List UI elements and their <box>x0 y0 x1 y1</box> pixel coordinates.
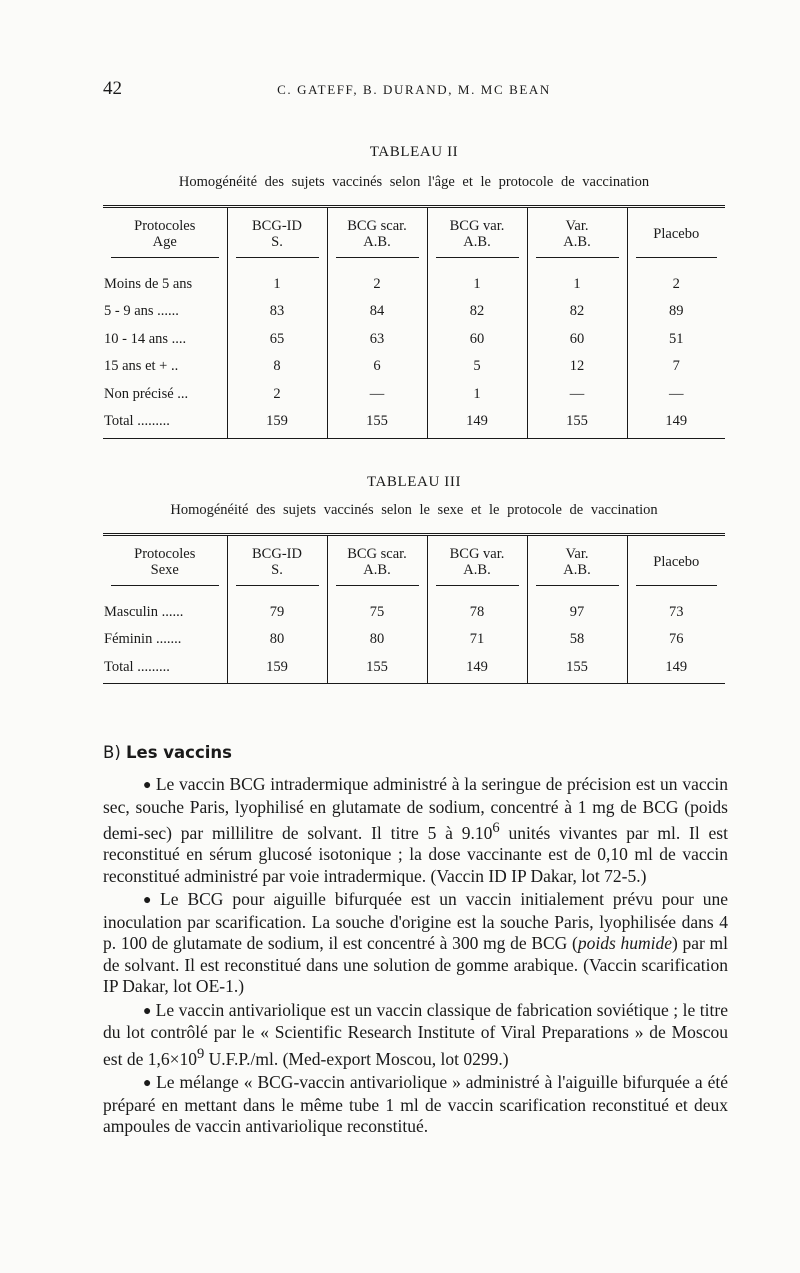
header-rule <box>436 585 519 586</box>
bullet-icon: ● <box>143 1003 152 1019</box>
superscript: 6 <box>492 820 500 836</box>
header-rule <box>636 585 718 586</box>
table-cell: 155 <box>527 654 627 684</box>
table-cell: — <box>527 381 627 409</box>
table-cell: 60 <box>427 326 527 354</box>
column-header-line1: Var. <box>565 218 589 234</box>
row-label: Total ......... <box>104 658 170 675</box>
table2-header-protocoles <box>103 207 227 261</box>
paragraph-text: U.F.P./ml. (Med-export Moscou, lot 0299.) <box>204 1048 509 1069</box>
table-cell: 7 <box>627 353 725 381</box>
table3-sex-distribution <box>103 533 725 684</box>
column-header-line1: BCG scar. <box>347 546 407 562</box>
bullet-icon: ● <box>143 893 157 909</box>
table-cell: 155 <box>527 408 627 438</box>
paragraph-text: ) par ml de solvant. Il est reconstitué dans une solution de gomme arabique. (Vaccin scarification IP Dakar, lot OE-1.) <box>103 933 728 997</box>
table3-title: TABLEAU III <box>366 474 462 490</box>
table-cell: 155 <box>327 654 427 684</box>
paragraph-text: Le vaccin antivariolique est un vaccin classique de fabrication soviétique ; le titre du lot contrôlé par le « Scientific Research Institute of Viral Preparations » de Moscou est de 1,6×10 <box>103 999 728 1069</box>
table-cell: 1 <box>427 381 527 409</box>
table3-header-bcg-var <box>427 535 527 589</box>
paragraph-bcg-intradermal <box>103 774 728 887</box>
row-label: 5 - 9 ans ...... <box>104 303 179 320</box>
table2-age-distribution <box>103 205 725 439</box>
table-cell: 60 <box>527 326 627 354</box>
row-label: 15 ans et + .. <box>104 358 179 375</box>
column-header-line1: Placebo <box>653 226 700 242</box>
header-label-line2: Sexe <box>150 562 179 578</box>
table-cell: 51 <box>627 326 725 354</box>
table-cell: 159 <box>227 654 327 684</box>
table-cell: 1 <box>427 260 527 298</box>
running-head-authors: C. GATEFF, B. DURAND, M. MC BEAN <box>277 82 551 97</box>
table3-header-bcg-id <box>227 535 327 589</box>
table2-header-placebo <box>627 207 725 261</box>
table-cell: 78 <box>427 588 527 626</box>
column-header-line1: Var. <box>565 546 589 562</box>
superscript: 9 <box>196 1045 205 1062</box>
table2-header-bcg-var <box>427 207 527 261</box>
header-rule <box>336 257 419 258</box>
row-label: Féminin ....... <box>104 631 182 648</box>
row-label: Masculin ...... <box>104 603 184 620</box>
table-row <box>103 260 725 298</box>
header-rule <box>236 257 319 258</box>
table-row-total <box>103 408 725 438</box>
table-cell: 76 <box>627 626 725 654</box>
table-cell: 2 <box>327 260 427 298</box>
header-rule <box>636 257 718 258</box>
table2-title: TABLEAU II <box>369 144 459 160</box>
bullet-icon: ● <box>143 1076 153 1092</box>
column-header-line2: A.B. <box>363 562 391 578</box>
table-cell: 79 <box>227 588 327 626</box>
table-row <box>103 353 725 381</box>
table-cell: 149 <box>627 408 725 438</box>
row-label: 10 - 14 ans .... <box>104 330 187 347</box>
table-cell: 82 <box>527 298 627 326</box>
header-rule <box>536 585 619 586</box>
table-cell: 2 <box>227 381 327 409</box>
body-text <box>103 774 728 1140</box>
table3-header-row <box>103 535 725 589</box>
table3-header-protocoles <box>103 535 227 589</box>
table-cell: 73 <box>627 588 725 626</box>
table-row <box>103 381 725 409</box>
column-header-line1: Placebo <box>653 554 700 570</box>
column-header-line2: A.B. <box>363 234 391 250</box>
bullet-icon: ● <box>143 778 152 793</box>
table-cell: — <box>627 381 725 409</box>
table-cell: 89 <box>627 298 725 326</box>
table-cell: 80 <box>227 626 327 654</box>
column-header-line2: A.B. <box>463 562 491 578</box>
table-row <box>103 298 725 326</box>
table3-header-placebo <box>627 535 725 589</box>
table-bottom-rule <box>103 438 725 439</box>
paragraph-mixture <box>103 1072 728 1138</box>
header-label-line2: Age <box>152 234 177 250</box>
paragraph-text: Le vaccin BCG intradermique administré à la seringue de précision est un vaccin sec, souche Paris, lyophilisé en glutamate de sodium, concentré à 1 mg de BCG (poids demi-sec) par millilitre de solvant. Il titre 5 à 9.10 <box>103 774 728 843</box>
column-header-line2: A.B. <box>563 562 591 578</box>
table2-header-row <box>103 207 725 261</box>
column-header-line1: BCG-ID <box>252 218 302 234</box>
page-number: 42 <box>103 78 122 99</box>
header-rule <box>536 257 619 258</box>
table-cell: 65 <box>227 326 327 354</box>
column-header-line2: S. <box>271 234 283 250</box>
italic-text: poids humide <box>577 933 672 954</box>
table-cell: 82 <box>427 298 527 326</box>
row-label: Moins de 5 ans <box>104 275 193 292</box>
column-header-line1: BCG var. <box>449 546 505 562</box>
table-cell: 2 <box>627 260 725 298</box>
table-cell: 63 <box>327 326 427 354</box>
paragraph-text: Le mélange « BCG-vaccin antivariolique » administré à l'aiguille bifurquée a été préparé en mettant dans le même tube 1 ml de vaccin scarification reconstitué et deux ampoules de vaccin antivariolique reconstitué. <box>103 1072 728 1137</box>
table-cell: 155 <box>327 408 427 438</box>
table3-header-bcg-scar <box>327 535 427 589</box>
table3-caption: Homogénéité des sujets vaccinés selon le sexe et le protocole de vaccination <box>170 502 658 518</box>
row-label: Non précisé ... <box>104 385 189 402</box>
table-row <box>103 626 725 654</box>
column-header-line2: S. <box>271 562 283 578</box>
table-bottom-rule <box>103 684 725 685</box>
paragraph-smallpox-vaccine <box>103 1000 728 1070</box>
table-cell: 159 <box>227 408 327 438</box>
table-cell: 8 <box>227 353 327 381</box>
table-row <box>103 588 725 626</box>
table2-caption: Homogénéité des sujets vaccinés selon l'âge et le protocole de vaccination <box>178 174 650 190</box>
header-rule <box>236 585 319 586</box>
table-cell: 149 <box>627 654 725 684</box>
table-cell: 5 <box>427 353 527 381</box>
page-header <box>103 78 725 102</box>
header-rule <box>111 585 219 586</box>
paragraph-text: Le BCG pour aiguille bifurquée est un vaccin initialement prévu pour une inoculation par scarification. La souche d'origine est la souche Paris, lyophilisée dans 4 p. 100 de glutamate de sodium, il est concentré à 300 mg de BCG ( <box>103 889 728 954</box>
table3-header-var <box>527 535 627 589</box>
header-rule <box>111 257 219 258</box>
paragraph-bcg-bifurcated <box>103 889 728 998</box>
table2-header-bcg-scar <box>327 207 427 261</box>
table-cell: 80 <box>327 626 427 654</box>
table-cell: 84 <box>327 298 427 326</box>
table-cell: 149 <box>427 654 527 684</box>
paragraph-text: unités vivantes par ml. Il est reconstitué en sérum glucosé isotonique ; la dose vaccinante est de 0,10 ml de vaccin reconstitué administré par voie intradermique. (Vaccin ID IP Dakar, lot 72-5.) <box>103 822 728 886</box>
table-row-total <box>103 654 725 684</box>
column-header-line2: A.B. <box>563 234 591 250</box>
column-header-line1: BCG-ID <box>252 546 302 562</box>
header-label-line1: Protocoles <box>134 218 196 234</box>
column-header-line2: A.B. <box>463 234 491 250</box>
table2-header-var <box>527 207 627 261</box>
table-cell: 58 <box>527 626 627 654</box>
header-label-line1: Protocoles <box>134 546 196 562</box>
section-heading <box>103 743 232 762</box>
table-cell: 12 <box>527 353 627 381</box>
table-cell: 6 <box>327 353 427 381</box>
column-header-line1: BCG var. <box>449 218 505 234</box>
row-label: Total ......... <box>104 413 170 430</box>
section-marker: B) <box>103 743 121 762</box>
table-cell: — <box>327 381 427 409</box>
section-title: Les vaccins <box>126 743 232 762</box>
table-cell: 149 <box>427 408 527 438</box>
header-rule <box>436 257 519 258</box>
table-cell: 97 <box>527 588 627 626</box>
table-cell: 1 <box>527 260 627 298</box>
table-cell: 1 <box>227 260 327 298</box>
table-row <box>103 326 725 354</box>
table-cell: 83 <box>227 298 327 326</box>
table-cell: 71 <box>427 626 527 654</box>
column-header-line1: BCG scar. <box>347 218 407 234</box>
table2-header-bcg-id <box>227 207 327 261</box>
header-rule <box>336 585 419 586</box>
table-cell: 75 <box>327 588 427 626</box>
